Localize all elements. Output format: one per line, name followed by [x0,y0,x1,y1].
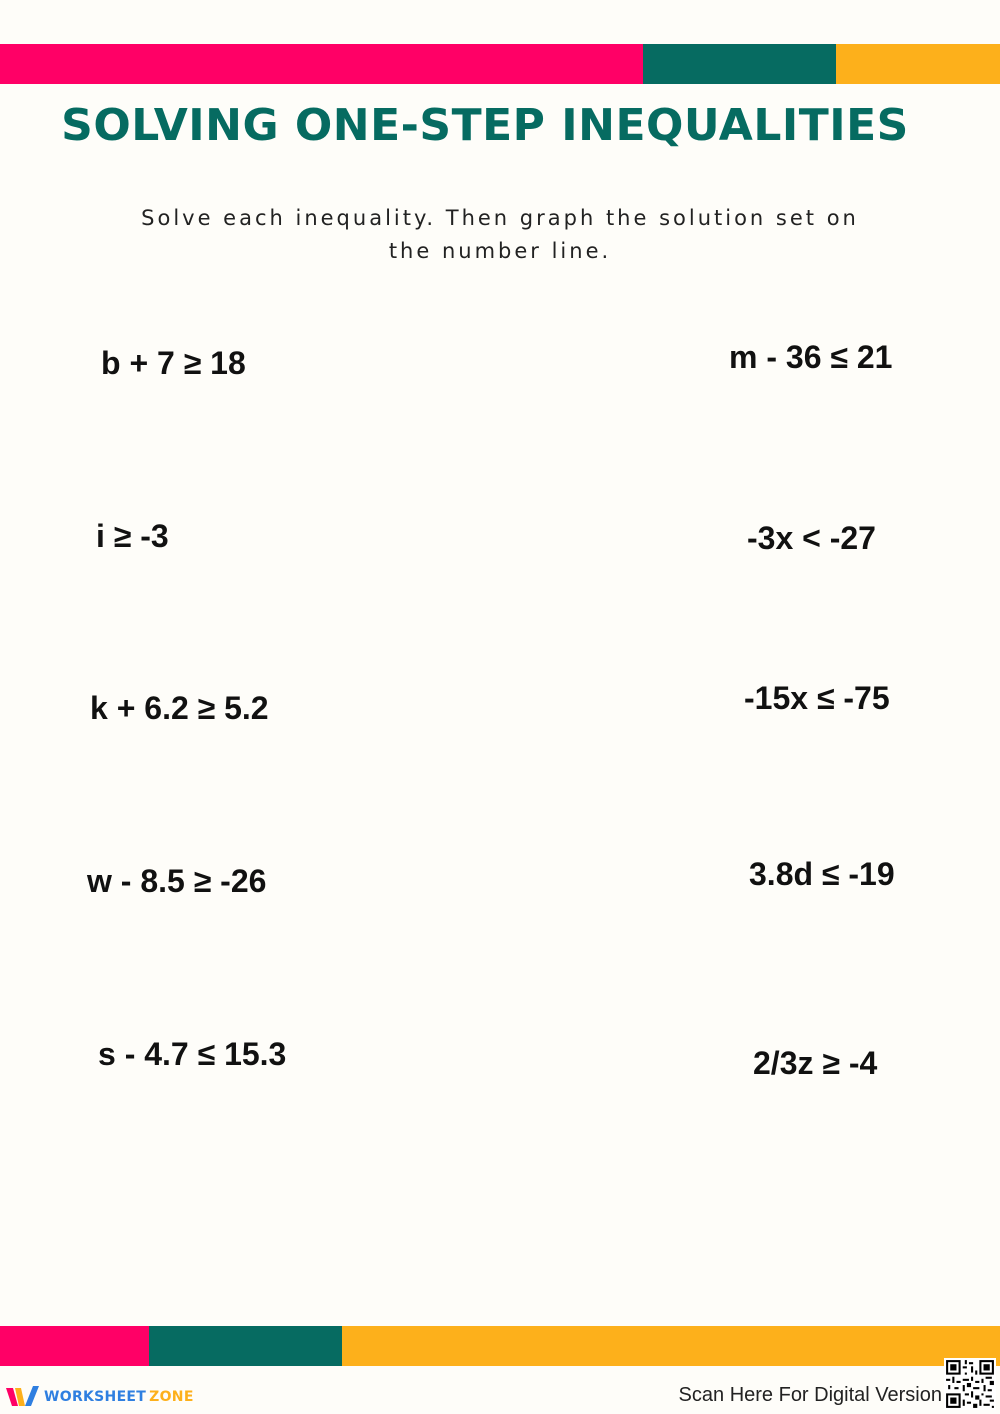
stripe-gold [836,44,1000,84]
top-color-stripe [0,44,1000,84]
problem-right-4: 3.8d ≤ -19 [749,856,895,892]
scan-text: Scan Here For Digital Version [678,1384,942,1406]
stripe-teal [643,44,836,84]
instructions: Solve each inequality. Then graph the solution set on the number line. [141,206,859,263]
problem-left-1: b + 7 ≥ 18 [101,345,246,381]
problem-left-2: i ≥ -3 [96,518,169,554]
problem-right-3: -15x ≤ -75 [744,680,890,716]
stripe-gold [342,1326,1000,1366]
qr-code-icon[interactable] [944,1358,996,1410]
brand-name-part1: WORKSHEET [44,1389,147,1405]
problem-right-5: 2/3z ≥ -4 [753,1045,878,1081]
bottom-color-stripe [0,1326,1000,1366]
problem-right-1: m - 36 ≤ 21 [729,339,893,375]
worksheet-zone-logo-icon [6,1384,40,1410]
stripe-pink [0,1326,149,1366]
problem-left-5: s - 4.7 ≤ 15.3 [98,1036,287,1072]
stripe-pink [0,44,643,84]
footer-logo[interactable] [6,1384,194,1410]
stripe-teal [149,1326,342,1366]
problem-right-2: -3x < -27 [747,520,876,556]
page-title: SOLVING ONE-STEP INEQUALITIES [61,100,909,151]
problem-left-3: k + 6.2 ≥ 5.2 [90,690,269,726]
problem-left-4: w - 8.5 ≥ -26 [87,863,267,899]
brand-name-part2: ZONE [149,1389,194,1405]
